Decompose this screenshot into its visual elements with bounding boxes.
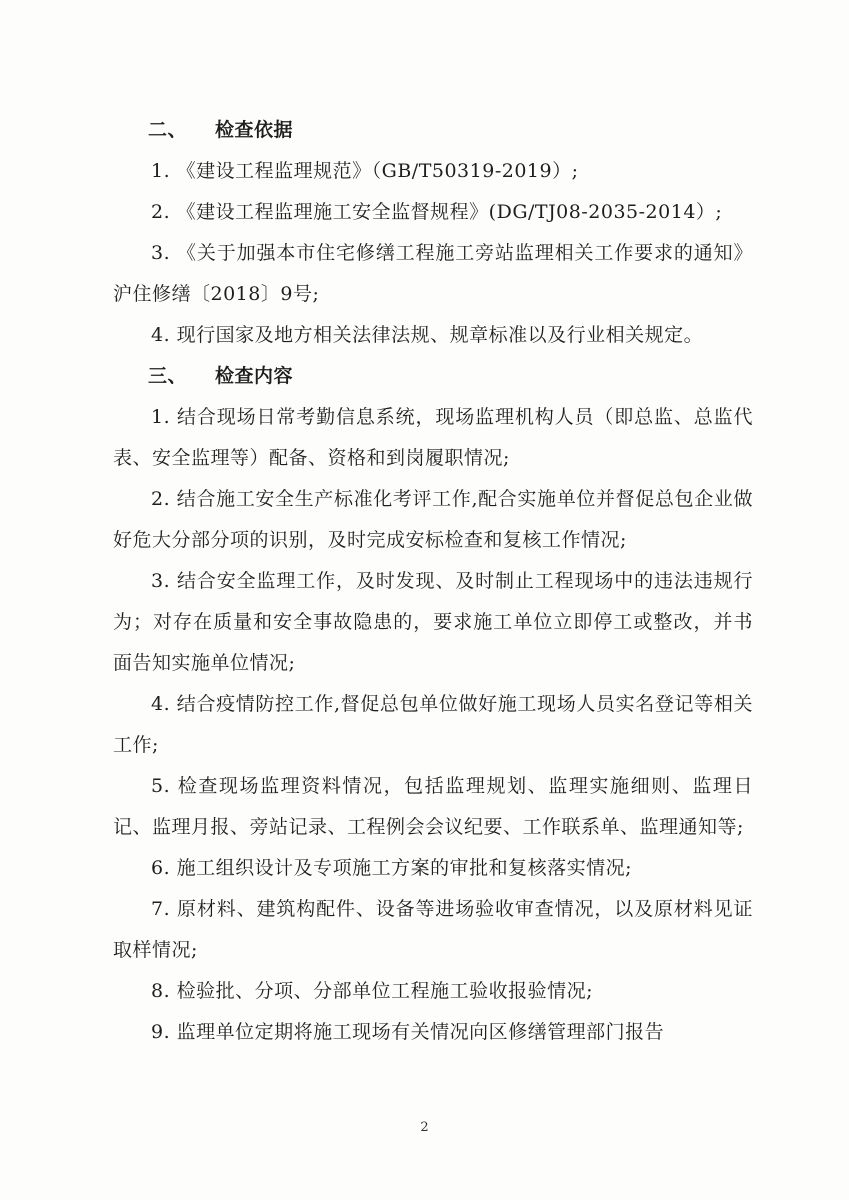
content-item-9: 9. 监理单位定期将施工现场有关情况向区修缮管理部门报告 [151,1021,665,1043]
section-title: 检查内容 [215,365,294,387]
content-item-4: 4. 结合疫情防控工作,督促总包单位做好施工现场人员实名登记等相关工作; [113,693,753,756]
basis-item-1: 1. 《建设工程监理规范》（GB/T50319-2019）; [151,160,579,182]
document-body [113,110,753,1053]
content-item-1: 1. 结合现场日常考勤信息系统，现场监理机构人员（即总监、总监代表、安全监理等）配备、资格和到岗履职情况; [113,406,753,469]
content-item-7: 7. 原材料、建筑构配件、设备等进场验收审查情况，以及原材料见证取样情况; [113,898,753,961]
section-heading-content [113,356,753,397]
content-item-6: 6. 施工组织设计及专项施工方案的审批和复核落实情况; [151,857,633,879]
content-item-5: 5. 检查现场监理资料情况，包括监理规划、监理实施细则、监理日记、监理月报、旁站记录、工程例会会议纪要、工作联系单、监理通知等; [113,775,753,838]
section-number: 三、 [148,365,188,387]
section-number: 二、 [148,119,188,141]
content-item-8: 8. 检验批、分项、分部单位工程施工验收报验情况; [151,980,594,1002]
section-title: 检查依据 [215,119,294,141]
section-heading-basis [113,110,753,151]
basis-item-2: 2. 《建设工程监理施工安全监督规程》(DG/TJ08-2035-2014）; [151,201,723,223]
basis-item-4: 4. 现行国家及地方相关法律法规、规章标准以及行业相关规定。 [151,324,704,346]
basis-item-3: 3. 《关于加强本市住宅修缮工程施工旁站监理相关工作要求的通知》沪住修缮〔2018〕9号; [113,242,753,305]
content-item-3: 3. 结合安全监理工作，及时发现、及时制止工程现场中的违法违规行为；对存在质量和安全事故隐患的，要求施工单位立即停工或整改，并书面告知实施单位情况; [113,570,753,674]
page-number: 2 [420,1120,429,1135]
content-item-2: 2. 结合施工安全生产标准化考评工作,配合实施单位并督促总包企业做好危大分部分项的识别，及时完成安标检查和复核工作情况; [113,488,753,551]
